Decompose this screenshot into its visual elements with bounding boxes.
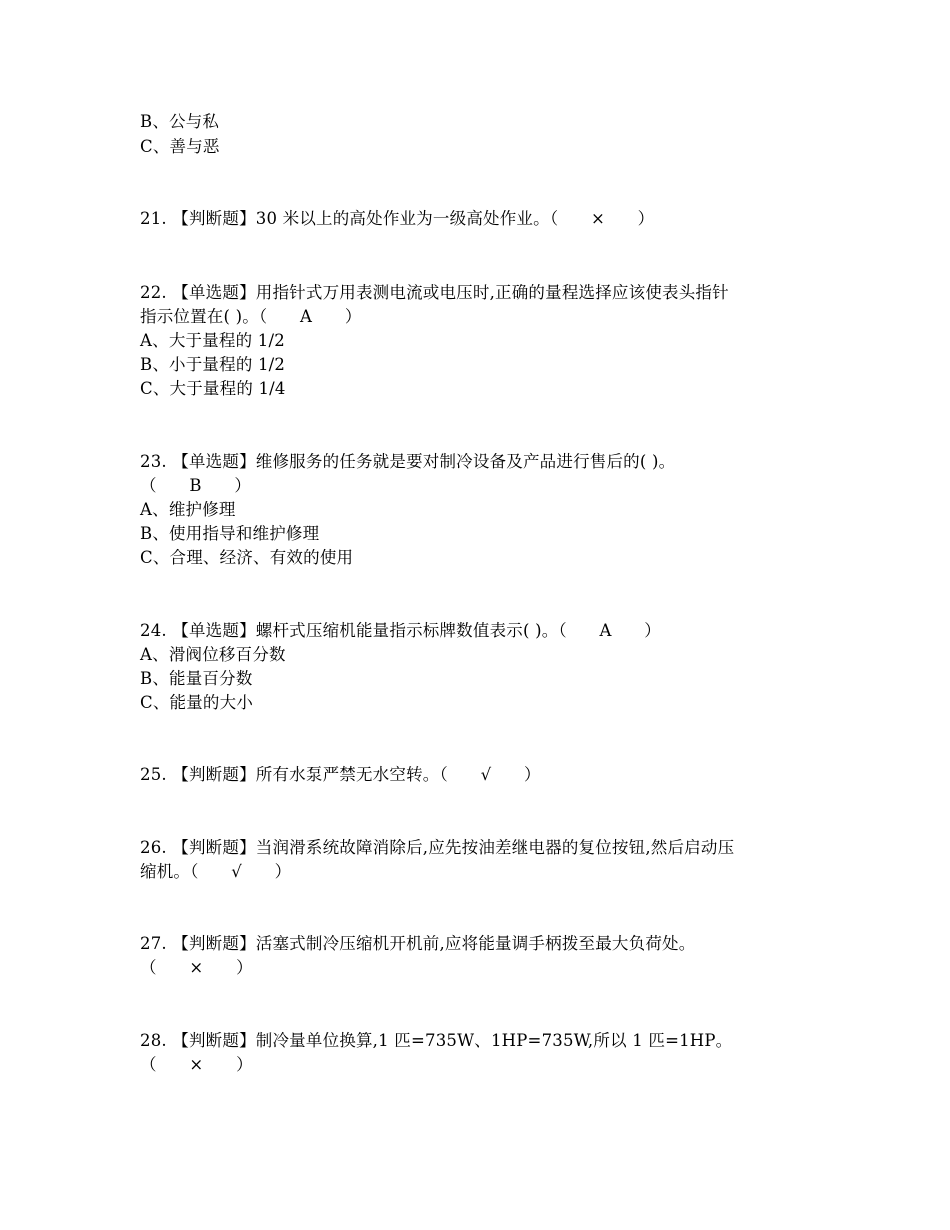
option-a-q24: A、滑阀位移百分数	[140, 645, 286, 664]
question-28-answer: （ × ）	[140, 1055, 253, 1074]
question-27-answer: （ × ）	[140, 958, 253, 977]
option-a-q23: A、维护修理	[140, 500, 236, 519]
option-c-q22: C、大于量程的 1/4	[140, 379, 286, 398]
option-b-q24: B、能量百分数	[140, 669, 253, 688]
option-c-q20: C、善与恶	[140, 137, 220, 156]
question-22-line-2: 指示位置在( )。（ A ）	[140, 307, 362, 326]
question-22-line-1: 22. 【单选题】用指针式万用表测电流或电压时,正确的量程选择应该使表头指针	[140, 283, 729, 302]
option-b-q23: B、使用指导和维护修理	[140, 524, 320, 543]
question-23-line-1: 23. 【单选题】维修服务的任务就是要对制冷设备及产品进行售后的( )。	[140, 452, 676, 471]
question-28-line-1: 28. 【判断题】制冷量单位换算,1 匹=735W、1HP=735W,所以 1 匹=1HP。	[140, 1031, 733, 1050]
option-a-q22: A、大于量程的 1/2	[140, 331, 285, 350]
question-25: 25. 【判断题】所有水泵严禁无水空转。（ √ ）	[140, 765, 541, 784]
question-24: 24. 【单选题】螺杆式压缩机能量指示标牌数值表示( )。（ A ）	[140, 621, 662, 640]
option-c-q23: C、合理、经济、有效的使用	[140, 548, 354, 567]
question-23-answer: （ B ）	[140, 476, 252, 495]
question-27-line-1: 27. 【判断题】活塞式制冷压缩机开机前,应将能量调手柄拨至最大负荷处。	[140, 934, 696, 953]
option-b-q20: B、公与私	[140, 112, 220, 131]
question-26-line-1: 26. 【判断题】当润滑系统故障消除后,应先按油差继电器的复位按钮,然后启动压	[140, 838, 735, 857]
option-c-q24: C、能量的大小	[140, 693, 254, 712]
option-b-q22: B、小于量程的 1/2	[140, 355, 286, 374]
question-26-line-2: 缩机。（ √ ）	[140, 862, 292, 881]
question-21: 21. 【判断题】30 米以上的高处作业为一级高处作业。（ × ）	[140, 209, 655, 228]
